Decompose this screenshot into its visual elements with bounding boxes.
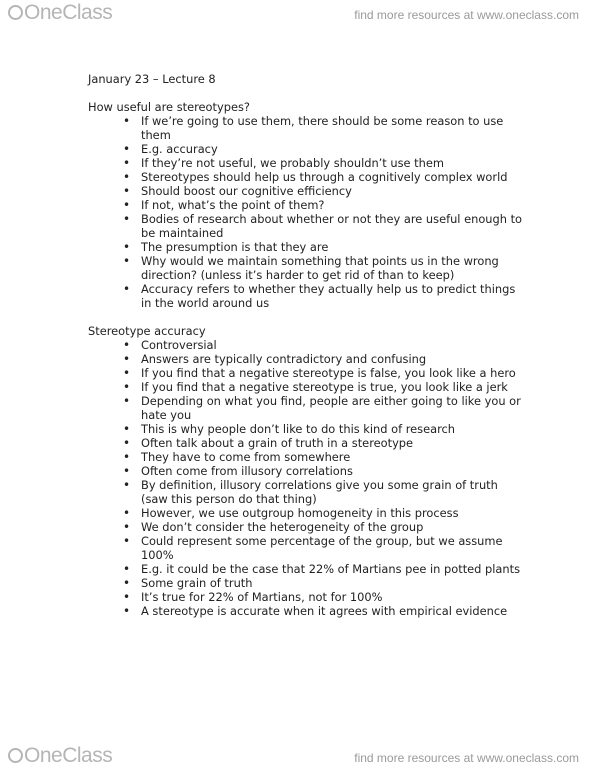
list-item: • E.g. it could be the case that 22% of Martians pee in potted plants [141, 562, 528, 576]
list-item: • By definition, illusory correlations give you some grain of truth (saw this person do that thing) [141, 478, 528, 506]
document-body [88, 72, 528, 632]
header-tagline[interactable]: find more resources at www.oneclass.com [354, 8, 579, 22]
list-item: • The presumption is that they are [141, 240, 528, 254]
list-item: • If we’re going to use them, there should be some reason to use them [141, 114, 528, 142]
list-item: • A stereotype is accurate when it agrees with empirical evidence [141, 604, 528, 618]
list-item: • If they’re not useful, we probably shouldn’t use them [141, 156, 528, 170]
list-item: • E.g. accuracy [141, 142, 528, 156]
list-item: • It’s true for 22% of Martians, not for 100% [141, 590, 528, 604]
list-item: • Accuracy refers to whether they actually help us to predict things in the world around us [141, 282, 528, 310]
section-heading: How useful are stereotypes? [88, 100, 250, 114]
oneclass-logo-icon [8, 748, 23, 763]
list-item: • Some grain of truth [141, 576, 528, 590]
oneclass-logo-icon [8, 5, 23, 20]
list-item: • However, we use outgroup homogeneity in this process [141, 506, 528, 520]
oneclass-logo-top[interactable] [8, 2, 112, 23]
list-item: • If not, what’s the point of them? [141, 198, 528, 212]
list-item: • They have to come from somewhere [141, 450, 528, 464]
list-item: • Depending on what you find, people are either going to like you or hate you [141, 394, 528, 422]
list-item: • Stereotypes should help us through a cognitively complex world [141, 170, 528, 184]
list-item: • We don’t consider the heterogeneity of the group [141, 520, 528, 534]
list-item: • Should boost our cognitive efficiency [141, 184, 528, 198]
sections-container [88, 100, 528, 618]
list-item: • Often come from illusory correlations [141, 464, 528, 478]
bullet-list [88, 338, 528, 618]
footer-tagline[interactable]: find more resources at www.oneclass.com [354, 751, 579, 765]
lecture-title: January 23 – Lecture 8 [88, 72, 216, 86]
logo-text: OneClass [24, 1, 113, 24]
bullet-list [88, 114, 528, 310]
logo-text: OneClass [24, 744, 113, 767]
oneclass-logo-bottom[interactable] [8, 745, 112, 766]
list-item: • Often talk about a grain of truth in a stereotype [141, 436, 528, 450]
list-item: • Why would we maintain something that points us in the wrong direction? (unless it’s harder to get rid of than to keep) [141, 254, 528, 282]
list-item: • Answers are typically contradictory and confusing [141, 352, 528, 366]
list-item: • If you find that a negative stereotype is false, you look like a hero [141, 366, 528, 380]
list-item: • This is why people don’t like to do this kind of research [141, 422, 528, 436]
list-item: • Controversial [141, 338, 528, 352]
list-item: • Bodies of research about whether or not they are useful enough to be maintained [141, 212, 528, 240]
section-heading: Stereotype accuracy [88, 324, 206, 338]
list-item: • Could represent some percentage of the group, but we assume 100% [141, 534, 528, 562]
list-item: • If you find that a negative stereotype is true, you look like a jerk [141, 380, 528, 394]
